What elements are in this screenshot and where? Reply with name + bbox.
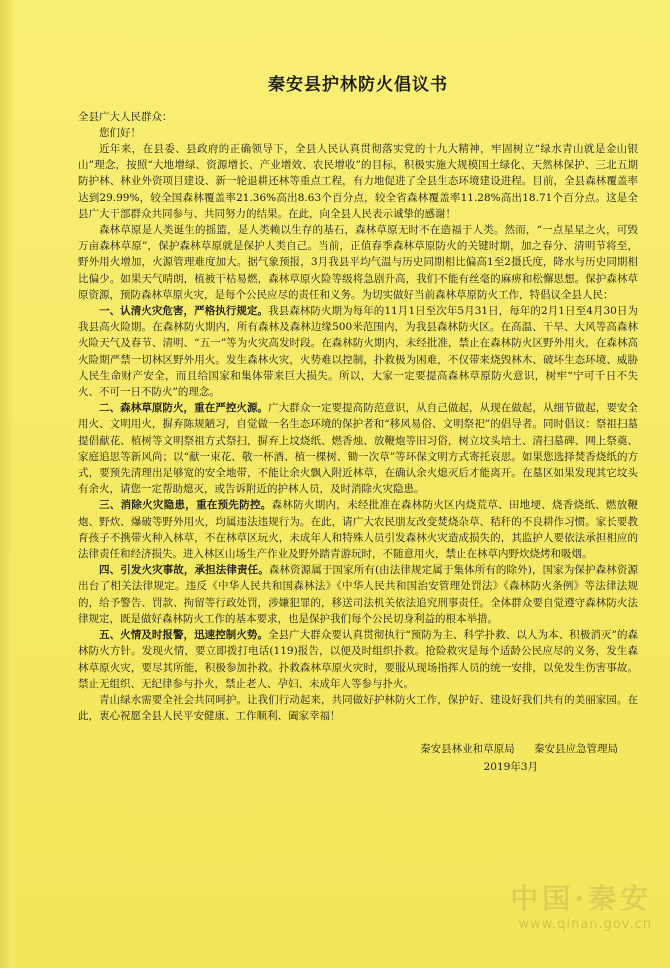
paragraph-item-2: 二、森林草原防火，重在严控火源。广大群众一定要提高防范意识，从自己做起，从现在做起，从细节做起，要安全用火、文明用火，摒弃陈规陋习，自觉做一名生态环境的保护者和“移风易俗、文明祭祀”的倡导者。同时倡议：祭祖扫墓提倡献花、植树等文明祭祖方式祭扫，摒弃上坟烧纸、燃香烛、放鞭炮等旧习俗，树立坟头培土、清扫墓碑、网上祭奠、家庭追思等新风尚；以“献一束花、敬一杯酒、植一棵树、锄一次草”等环保文明方式寄托哀思。如果您选择焚香烧纸的方式，要预先清理出足够宽的安全地带，不能让余火飘入附近林草，在确认余火熄灭后才能离开。在墓区如果发现其它坟头有余火，请您一定帮助熄灭，或告诉附近的护林人员，及时消除火灾隐患。 <box>78 402 639 496</box>
paragraph-item-4: 四、引发火灾事故，承担法律责任。森林资源属于国家所有(由法律规定属于集体所有的除外)，国家为保护森林资源出台了相关法律规定。违反《中华人民共和国森林法》《中华人民共和国治安管理处罚法》《森林防火条例》等法律法规的，给予警告、罚款、拘留等行政处罚，涉嫌犯罪的，移送司法机关依法追究刑事责任。全体群众要自觉遵守森林防火法律规定，既是做好森林防火工作的基本要求，也是保护我们每个公民切身利益的根本举措。 <box>78 564 638 625</box>
item-1-heading: 一、认清火灾危害，严格执行规定。 <box>99 305 269 318</box>
paragraph-background: 森林草原是人类诞生的摇篮，是人类赖以生存的基石，森林草原无时不在造福于人类。然而，“一点星星之火，可毁万亩森林草原”，保护森林草原就是保护人类自己。当前，正值春季森林草原防火的关键时期，加之春分、清明节将至，野外用火增加，火源管理难度加大。据气象预报，3月我县平均气温与历史同期相比偏高1至2摄氏度，降水与历史同期相比偏少。如果天气晴朗，植被干枯易燃，森林草原火险等级将急剧升高，我们不能有丝毫的麻痹和松懈思想。保护森林草原资源，预防森林草原火灾，是每个公民应尽的责任和义务。为切实做好当前森林草原防火工作，特倡议全县人民： <box>78 224 638 301</box>
signature-org-forestry: 秦安县林业和草原局 <box>420 743 515 756</box>
signature-orgs <box>78 740 618 758</box>
page-binding-edge <box>0 0 14 968</box>
watermark-url: www.qinan.gov.cn <box>518 917 652 932</box>
salutation: 全县广大人民群众： <box>78 111 173 123</box>
signature-org-emergency: 秦安县应急管理局 <box>534 743 618 756</box>
paragraph-intro: 近年来，在县委、县政府的正确领导下，全县人民认真贯彻落实党的十九大精神，牢固树立“绿水青山就是金山银山”理念，按照“大地增绿、资源增长、产业增效、农民增收”的目标，积极实施大规模国土绿化、天然林保护、三北五期防护林、林业外资项目建设、新一轮退耕还林等重点工程，有力地促进了全县生态环境建设进程。目前，全县森林覆盖率达到29.99%，较全国森林覆盖率21.36%高出8.63个百分点，较全省森林覆盖率11.28%高出18.71个百分点。这是全县广大干部群众共同参与、共同努力的结果。在此，向全县人民表示诚挚的感谢！ <box>78 143 638 220</box>
signature-block <box>78 740 638 776</box>
paragraph-item-1: 一、认清火灾危害，严格执行规定。我县森林防火期为每年的11月1日至次年5月31日，每年的2月1日至4月30日为我县高火险期。在森林防火期内，所有森林及森林边缘500米范围内，为我县森林防火区。在高温、干旱、大风等高森林火险天气及春节、清明、“五一”等为火灾高发时段。在森林防火期内，未经批准，禁止在森林防火区野外用火，在森林高火险期严禁一切林区野外用火。发生森林火灾，火势难以控制，扑救极为困难，不仅带来烧毁林木、破坏生态环境、威胁人民生命财产安全，而且给国家和集体带来巨大损失。所以，大家一定要提高森林草原防火意识，树牢“宁可千日不失火、不可一日不防火”的理念。 <box>78 305 639 399</box>
site-watermark <box>510 877 652 932</box>
watermark-title: 中国·秦安 <box>510 882 652 915</box>
signature-date: 2019年3月 <box>483 761 538 774</box>
item-2-heading: 二、森林草原防火，重在严控火源。 <box>99 402 269 415</box>
item-5-heading: 五、火情及时报警，迅速控制火势。 <box>99 629 269 642</box>
paragraph-item-3: 三、消除火灾隐患，重在预先防控。森林防火期内，未经批准在森林防火区内烧荒草、田地埂、烧香烧纸、燃放鞭炮、野炊、爆破等野外用火，均属违法违规行为。在此，请广大农民朋友改变焚烧杂草、秸秆的不良耕作习惯。家长要教育孩子不携带火种入林草，不在林草区玩火，未成年人和特殊人员引发森林火灾造成损失的，其监护人要依法承担相应的法律责任和经济损失。进入林区山场生产作业及野外踏青游玩时，不随意用火，禁止在林草内野炊烧烤和吸烟。 <box>78 499 639 561</box>
greeting: 您们好！ <box>99 127 141 139</box>
document-body <box>78 70 638 776</box>
item-3-heading: 三、消除火灾隐患，重在预先防控。 <box>99 499 272 512</box>
paragraph-closing: 青山绿水需要全社会共同呵护。让我们行动起来，共同做好护林防火工作，保护好、建设好我们共有的美丽家园。在此，衷心祝愿全县人民平安健康、工作顺利、阖家幸福！ <box>78 693 638 723</box>
paragraph-item-5: 五、火情及时报警，迅速控制火势。全县广大群众要认真贯彻执行“预防为主、科学扑救、以人为本、积极消灭”的森林防火方针。发现火情，要立即拨打电话(119)报告，以便及时组织扑救。抢险救灾是每个适龄公民应尽的义务，发生森林草原火灾，要尽其所能，积极参加扑救。扑救森林草原火灾时，要服从现场指挥人员的统一安排，以免发生伤害事故。禁止无组织、无纪律参与扑火，禁止老人、孕妇、未成年人等参与扑火。 <box>78 629 639 690</box>
document-title: 秦安县护林防火倡议书 <box>268 75 448 95</box>
item-4-heading: 四、引发火灾事故，承担法律责任。 <box>99 564 269 577</box>
